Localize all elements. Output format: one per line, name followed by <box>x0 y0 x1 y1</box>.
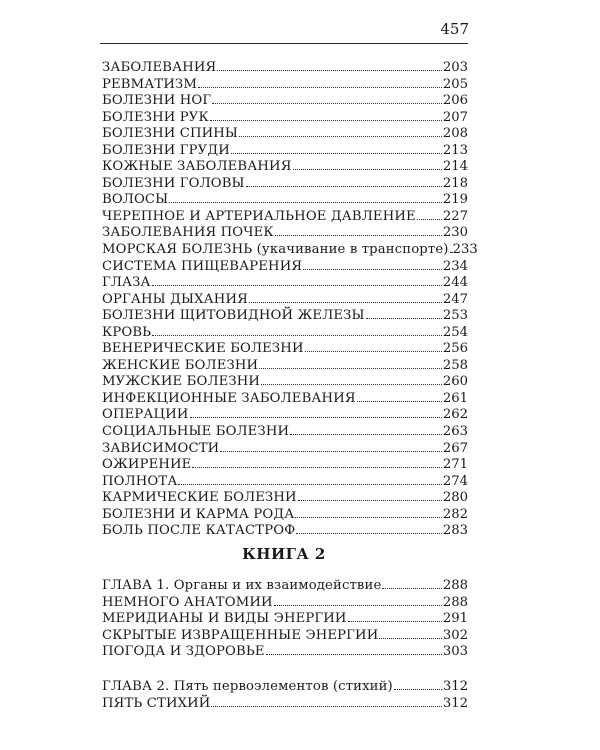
toc-entry-title: БОЛЕЗНИ ГРУДИ <box>102 142 230 158</box>
toc-chapter-2-list <box>102 679 468 712</box>
dot-leader <box>274 595 442 606</box>
toc-entry-title: БОЛЬ ПОСЛЕ КАТАСТРОФ <box>102 523 296 539</box>
toc-entry-title: РЕВМАТИЗМ <box>102 76 198 92</box>
dot-leader <box>295 507 441 518</box>
toc-entry <box>102 308 468 325</box>
toc-entry-title: КРОВЬ <box>102 324 152 340</box>
toc-entry <box>102 490 468 507</box>
toc-entry-title: ГЛАВА 1. Органы и их взаимодействие <box>102 578 382 593</box>
toc-entry-page: 208 <box>442 126 468 142</box>
toc-entry-page: 274 <box>442 473 468 489</box>
toc-entry-title: КАРМИЧЕСКИЕ БОЛЕЗНИ <box>102 490 297 506</box>
toc-entry-title: БОЛЕЗНИ ГОЛОВЫ <box>102 175 245 191</box>
toc-entry-page: 288 <box>442 578 468 593</box>
toc-entry-title: ОЖИРЕНИЕ <box>102 457 192 473</box>
toc-entry <box>102 275 468 292</box>
dot-leader <box>190 407 442 418</box>
toc-entry-title: БОЛЕЗНИ СПИНЫ <box>102 126 239 142</box>
toc-entry-page: 271 <box>442 457 468 473</box>
toc-entry <box>102 209 468 226</box>
dot-leader <box>275 225 442 236</box>
toc-entry-page: 261 <box>442 390 468 406</box>
toc-entry-title: КОЖНЫЕ ЗАБОЛЕВАНИЯ <box>102 159 292 175</box>
header-rule <box>100 43 468 44</box>
dot-leader <box>246 176 442 187</box>
toc-entry-title: ВОЛОСЫ <box>102 192 169 208</box>
toc-entry-page: 203 <box>442 60 468 75</box>
toc-entry-page: 288 <box>442 594 468 610</box>
toc-entry-page: 267 <box>442 440 468 456</box>
dot-leader <box>212 93 442 104</box>
dot-leader <box>261 374 442 385</box>
dot-leader <box>293 159 442 170</box>
toc-entry <box>102 341 468 358</box>
toc-entry-page: 207 <box>442 109 468 125</box>
toc-entry-page: 218 <box>442 175 468 191</box>
toc-entry-page: 302 <box>442 627 468 643</box>
toc-entry-title: БОЛЕЗНИ РУК <box>102 109 209 125</box>
dot-leader <box>217 60 442 71</box>
toc-entry-page: 312 <box>442 679 468 694</box>
toc-entry <box>102 696 468 713</box>
toc-entry-title: БОЛЕЗНИ НОГ <box>102 93 212 109</box>
toc-entry-page: 234 <box>442 258 468 274</box>
toc-entry <box>102 325 468 342</box>
toc-entry <box>102 611 468 628</box>
toc-entry-title: МОРСКАЯ БОЛЕЗНЬ (укачивание в транспорте) <box>102 242 449 258</box>
toc-entry-title: МУЖСКИЕ БОЛЕЗНИ <box>102 374 261 390</box>
toc-entry <box>102 159 468 176</box>
toc-entry-page: 256 <box>442 341 468 357</box>
dot-leader <box>348 611 442 622</box>
toc-entry-title: ПЯТЬ СТИХИЙ <box>102 695 211 711</box>
toc-entry <box>102 225 468 242</box>
dot-leader <box>366 308 442 319</box>
toc-entry-page: 262 <box>442 407 468 423</box>
toc-entry <box>102 93 468 110</box>
toc-entry <box>102 391 468 408</box>
toc-entry-title: БОЛЕЗНИ ЩИТОВИДНОЙ ЖЕЛЕЗЫ <box>102 308 365 324</box>
toc-entry-title: ПОЛНОТА <box>102 473 178 489</box>
dot-leader <box>211 696 441 707</box>
toc-entry-title: ЗАБОЛЕВАНИЯ <box>102 60 217 75</box>
toc-entry-page: 205 <box>442 76 468 92</box>
dot-leader <box>210 110 442 121</box>
toc-entry-title: НЕМНОГО АНАТОМИИ <box>102 594 273 610</box>
toc-entry <box>102 192 468 209</box>
dot-leader <box>239 126 442 137</box>
toc-entry <box>102 242 478 259</box>
dot-leader <box>266 644 442 655</box>
toc-entry <box>102 474 468 491</box>
toc-entry-title: ГЛАВА 2. Пять первоэлементов (стихий) <box>102 679 393 694</box>
toc-entry-page: 206 <box>442 93 468 109</box>
toc-entry-title: МЕРИДИАНЫ И ВИДЫ ЭНЕРГИИ <box>102 611 347 627</box>
toc-entry <box>102 358 468 375</box>
toc-entry-page: 282 <box>442 506 468 522</box>
toc-entry <box>102 292 468 309</box>
toc-entry-title: ПОГОДА И ЗДОРОВЬЕ <box>102 644 265 660</box>
page-number: 457 <box>440 20 469 38</box>
toc-entry <box>102 595 468 612</box>
toc-entry-page: 280 <box>442 490 468 506</box>
toc-entry-title: ЗАБОЛЕВАНИЯ ПОЧЕК <box>102 225 274 241</box>
toc-entry <box>102 424 468 441</box>
toc-entry <box>102 644 468 661</box>
dot-leader <box>450 242 452 253</box>
dot-leader <box>379 628 441 639</box>
dot-leader <box>249 292 442 303</box>
toc-entry-title: СОЦИАЛЬНЫЕ БОЛЕЗНИ <box>102 424 290 440</box>
toc-entry-page: 303 <box>442 644 468 660</box>
toc-entry-page: 283 <box>442 523 468 539</box>
dot-leader <box>394 679 442 690</box>
dot-leader <box>198 77 442 88</box>
dot-leader <box>152 275 442 286</box>
toc-entry <box>102 176 468 193</box>
dot-leader <box>303 259 442 270</box>
dot-leader <box>231 143 442 154</box>
toc-entry-title: ОПЕРАЦИИ <box>102 407 189 423</box>
toc-entry <box>102 259 468 276</box>
toc-entry <box>102 374 468 391</box>
toc-entry-page: 219 <box>442 192 468 208</box>
toc-entry-title: СИСТЕМА ПИЩЕВАРЕНИЯ <box>102 258 303 274</box>
dot-leader <box>382 578 441 589</box>
book-2-heading: КНИГА 2 <box>242 545 326 563</box>
toc-main-list <box>102 60 478 540</box>
dot-leader <box>192 457 441 468</box>
toc-entry-page: 312 <box>442 695 468 711</box>
toc-entry-page: 291 <box>442 611 468 627</box>
dot-leader <box>298 490 442 501</box>
dot-leader <box>417 209 442 220</box>
toc-entry-title: СКРЫТЫЕ ИЗВРАЩЕННЫЕ ЭНЕРГИИ <box>102 627 379 643</box>
dot-leader <box>290 424 442 435</box>
toc-entry-page: 247 <box>442 291 468 307</box>
dot-leader <box>169 192 442 203</box>
toc-entry <box>102 507 468 524</box>
dot-leader <box>259 358 442 369</box>
toc-chapter-1-list <box>102 578 468 661</box>
dot-leader <box>220 441 441 452</box>
toc-entry-page: 263 <box>442 424 468 440</box>
dot-leader <box>178 474 441 485</box>
toc-entry-title: ИНФЕКЦИОННЫЕ ЗАБОЛЕВАНИЯ <box>102 390 356 406</box>
toc-entry-page: 260 <box>442 374 468 390</box>
toc-entry-page: 213 <box>442 142 468 158</box>
toc-entry-page: 254 <box>442 324 468 340</box>
toc-entry <box>102 578 468 595</box>
toc-entry-title: ГЛАЗА <box>102 275 151 291</box>
dot-leader <box>296 523 442 534</box>
toc-entry <box>102 407 468 424</box>
toc-entry <box>102 77 468 94</box>
toc-entry-page: 244 <box>442 275 468 291</box>
toc-entry-page: 258 <box>442 357 468 373</box>
toc-entry <box>102 679 468 696</box>
toc-entry-title: ОРГАНЫ ДЫХАНИЯ <box>102 291 248 307</box>
toc-entry-page: 253 <box>442 308 468 324</box>
toc-entry-title: ЖЕНСКИЕ БОЛЕЗНИ <box>102 357 259 373</box>
toc-entry-title: ЗАВИСИМОСТИ <box>102 440 220 456</box>
dot-leader <box>152 325 442 336</box>
toc-entry-page: 227 <box>442 208 468 224</box>
toc-entry <box>102 628 468 645</box>
dot-leader <box>305 341 442 352</box>
toc-entry <box>102 523 468 540</box>
toc-entry <box>102 110 468 127</box>
toc-entry-page: 233 <box>452 242 478 258</box>
toc-entry <box>102 441 468 458</box>
dot-leader <box>357 391 442 402</box>
toc-entry <box>102 60 468 77</box>
toc-entry <box>102 126 468 143</box>
toc-entry-page: 214 <box>442 159 468 175</box>
toc-entry <box>102 457 468 474</box>
toc-entry-page: 230 <box>442 225 468 241</box>
toc-entry-title: ВЕНЕРИЧЕСКИЕ БОЛЕЗНИ <box>102 341 304 357</box>
toc-entry-title: БОЛЕЗНИ И КАРМА РОДА <box>102 506 295 522</box>
toc-entry <box>102 143 468 160</box>
toc-entry-title: ЧЕРЕПНОЕ И АРТЕРИАЛЬНОЕ ДАВЛЕНИЕ <box>102 208 416 224</box>
